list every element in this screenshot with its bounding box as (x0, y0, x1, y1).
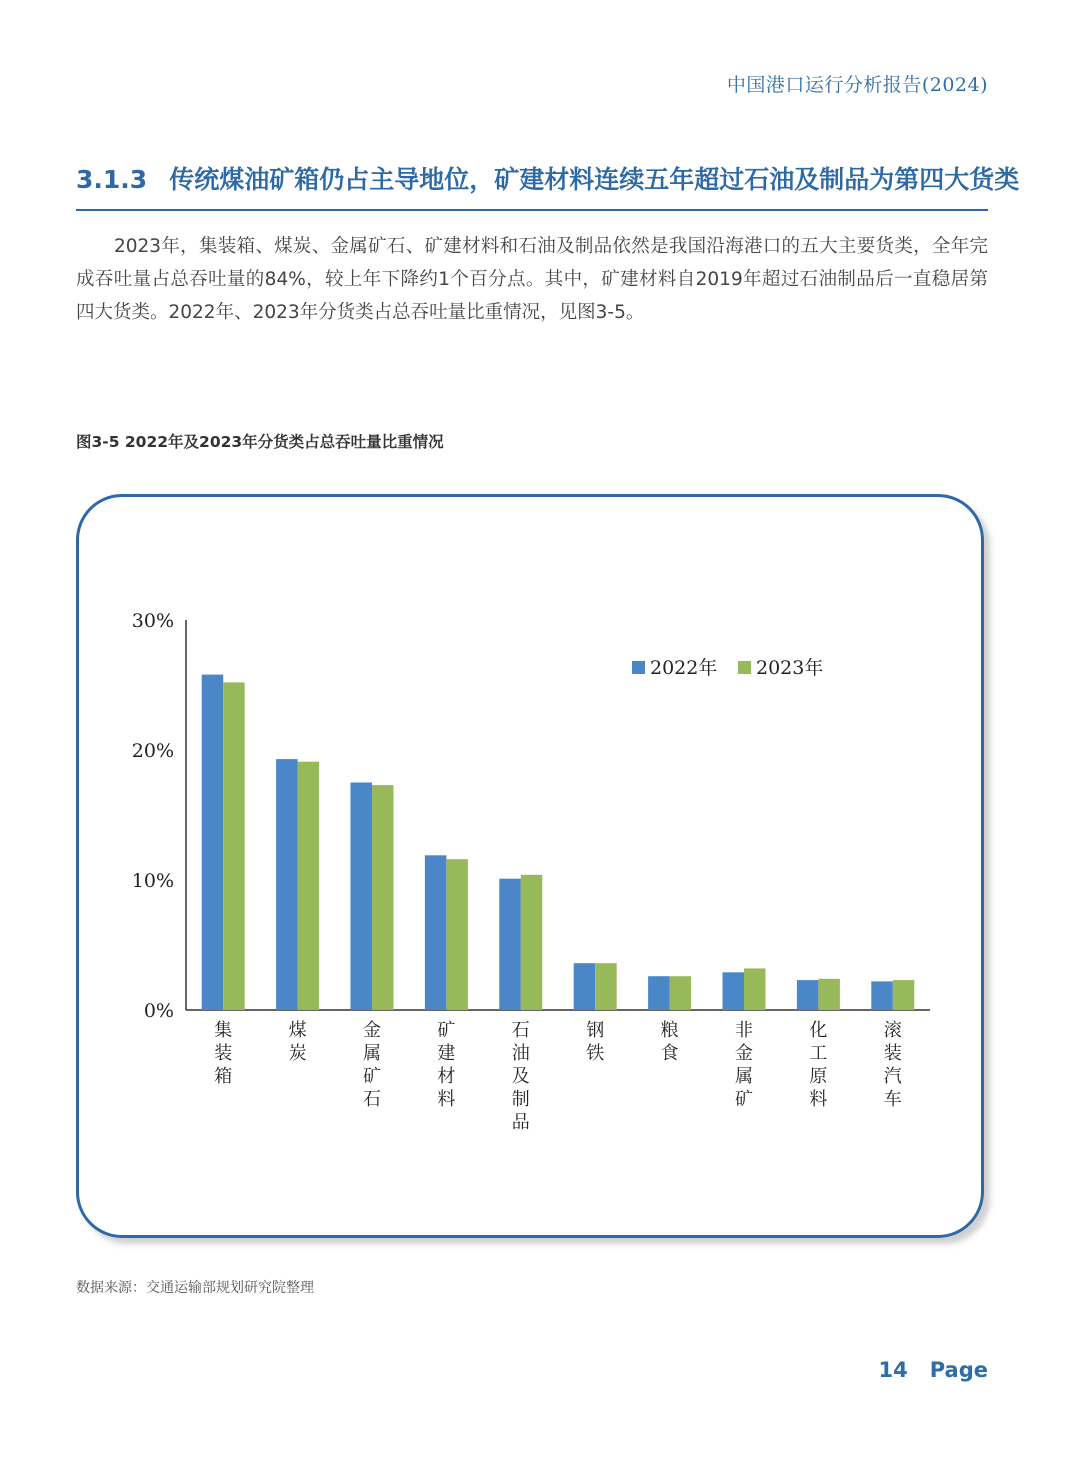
bar-2022 (648, 976, 670, 1010)
bar-2023 (446, 859, 468, 1010)
x-category-label: 矿 (437, 1020, 456, 1041)
bar-2023 (744, 968, 766, 1010)
x-category-label: 滚 (883, 1020, 902, 1041)
bar-2022 (499, 879, 521, 1010)
x-category-label: 石 (511, 1020, 530, 1041)
x-category-label: 粮 (660, 1020, 679, 1041)
page-number (878, 1358, 988, 1382)
x-category-label: 车 (883, 1089, 902, 1110)
bar-2022 (871, 981, 893, 1010)
bar-2022 (574, 963, 596, 1010)
page-number-value: 14 (878, 1358, 908, 1382)
x-category-label: 工 (809, 1043, 828, 1064)
x-category-label: 铁 (586, 1043, 605, 1064)
figure-caption: 图3-5 2022年及2023年分货类占总吞吐量比重情况 (76, 433, 444, 451)
bar-2023 (298, 762, 320, 1010)
bar-2023 (372, 785, 394, 1010)
x-category-label: 油 (511, 1043, 530, 1064)
page-label: Page (929, 1358, 988, 1382)
bar-2023 (595, 963, 617, 1010)
x-category-label: 属 (735, 1066, 753, 1087)
legend-swatch (738, 661, 751, 674)
x-category-label: 煤 (288, 1020, 307, 1041)
bar-2022 (425, 855, 447, 1010)
x-category-label: 金 (735, 1043, 753, 1064)
bar-2022 (351, 783, 373, 1011)
section-title: 传统煤油矿箱仍占主导地位，矿建材料连续五年超过石油及制品为第四大货类 (169, 165, 1020, 194)
bar-2023 (818, 979, 840, 1010)
x-category-label: 品 (511, 1112, 530, 1133)
x-category-label: 集 (214, 1020, 233, 1041)
x-category-label: 金 (363, 1020, 381, 1041)
legend-swatch (632, 661, 645, 674)
bar-2022 (202, 675, 224, 1010)
x-category-label: 汽 (883, 1066, 902, 1087)
x-category-label: 料 (809, 1089, 828, 1110)
x-category-label: 石 (363, 1089, 381, 1110)
x-category-label: 箱 (214, 1066, 233, 1087)
x-category-label: 食 (660, 1043, 679, 1064)
y-tick-label: 30% (131, 610, 174, 632)
bar-2023 (893, 980, 915, 1010)
legend-label: 2023年 (756, 657, 824, 679)
body-paragraph: 2023年，集装箱、煤炭、金属矿石、矿建材料和石油及制品依然是我国沿海港口的五大主要货类，全年完成吞吐量占总吞吐量的84%，较上年下降约1个百分点。其中，矿建材料自2019年超过石油制品后一直稳居第四大货类。2022年、2023年分货类占总吞吐量比重情况，见图3-5。 (76, 236, 988, 323)
bar-2022 (797, 980, 819, 1010)
bar-2023 (670, 976, 692, 1010)
report-title: 中国港口运行分析报告(2024) (726, 74, 988, 96)
data-source-note: 数据来源：交通运输部规划研究院整理 (76, 1280, 314, 1296)
x-category-label: 钢 (586, 1020, 605, 1041)
x-category-label: 材 (437, 1066, 456, 1087)
x-category-label: 装 (883, 1043, 902, 1064)
x-category-label: 矿 (363, 1066, 381, 1087)
legend-label: 2022年 (650, 657, 718, 679)
bar-2022 (276, 759, 298, 1010)
x-category-label: 化 (809, 1020, 828, 1041)
y-tick-label: 20% (131, 740, 174, 762)
x-category-label: 矿 (735, 1089, 753, 1110)
x-category-label: 制 (511, 1089, 530, 1110)
section-number: 3.1.3 (76, 165, 148, 194)
x-category-label: 属 (363, 1043, 381, 1064)
x-category-label: 建 (437, 1043, 456, 1064)
x-category-label: 及 (511, 1066, 530, 1087)
x-category-label: 炭 (288, 1043, 307, 1064)
x-category-label: 装 (214, 1043, 233, 1064)
x-category-label: 非 (735, 1020, 753, 1041)
x-category-label: 原 (809, 1066, 828, 1087)
bar-2023 (521, 875, 543, 1010)
bar-2023 (223, 682, 245, 1010)
x-category-label: 料 (437, 1089, 456, 1110)
y-tick-label: 0% (143, 1000, 174, 1022)
bar-2022 (723, 972, 745, 1010)
y-tick-label: 10% (131, 870, 174, 892)
